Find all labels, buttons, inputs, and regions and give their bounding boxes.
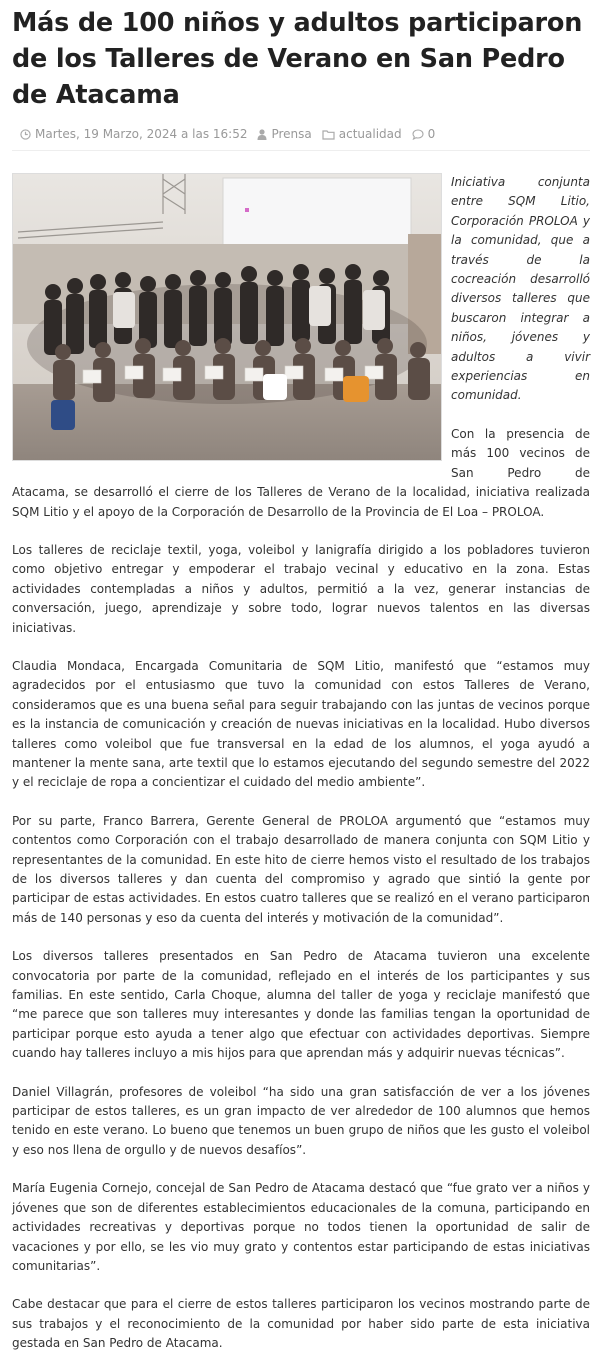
comments-meta[interactable]: [412, 127, 436, 141]
article-title: Más de 100 niños y adultos participaron de los Talleres de Verano en San Pedro de Atacama: [12, 8, 583, 110]
body-paragraph: Daniel Villagrán, profesores de voleibol “ha sido una gran satisfacción de ver a los jóvenes participar de estos talleres, es un gran impacto de ver alrededor de 100 alumnos que hemos tenido en este verano. Lo bueno que tenemos un buen grupo de niños que les gusto el voleibol y eso nos llena de orgullo y de nuevos desafíos”.: [12, 1084, 590, 1157]
category-link[interactable]: actualidad: [338, 127, 402, 141]
comment-icon: [412, 129, 424, 140]
body-paragraph: Los diversos talleres presentados en San Pedro de Atacama tuvieron una excelente convocatoria por parte de la comunidad, reflejado en el interés de los participantes y sus familias. En este sentido, Carla Choque, alumna del taller de yoga y reciclaje manifestó que “me parece que son talleres muy interesantes y donde las familias tengan la oportunidad de participar porque esto ayuda a tener algo que efectuar con actividades deportivas. Siempre cuando hay talleres incluyo a mis hijos para que aprendan más y adquirir nuevas técnicas”.: [12, 949, 590, 1061]
clock-icon: [20, 129, 31, 140]
body-paragraph: Por su parte, Franco Barrera, Gerente General de PROLOA argumentó que “estamos muy contentos como Corporación con el trabajo desarrollado de manera conjunta con SQM Litio y representantes de la comunidad. En este hito de cierre hemos visto el resultado de los trabajos de los diversos talleres y dan cuenta del compromiso y agrado que sintió la gente por participar de estas actividades. En estos cuatro talleres que se realizó en el verano participaron más de 140 personas y eso da cuenta del interés y motivación de la comunidad”.: [12, 813, 590, 925]
body-paragraph: Los talleres de reciclaje textil, yoga, voleibol y lanigrafía dirigido a los pobladores tuvieron como objetivo entregar y empoderar el trabajo vecinal y educativo en la zona. Estas actividades contempladas a niños y adultos, permitió a la vez, generar instancias de conversación, juego, aprendizaje y sobre todo, lograr nuevos talentos en las diversas iniciativas.: [12, 542, 590, 635]
body-paragraph: Con la presencia de más 100 vecinos de San Pedro de Atacama, se desarrolló el cierre de los Talleres de Verano de la localidad, iniciativa realizada SQM Litio y el apoyo de la Corporación de Desarrollo de la Provincia de El Loa – PROLOA.: [12, 426, 590, 519]
author-meta[interactable]: [257, 127, 311, 141]
article-body: [12, 173, 590, 1354]
body-paragraph: Claudia Mondaca, Encargada Comunitaria de SQM Litio, manifestó que “estamos muy agradecidos por el entusiasmo que tuvo la comunidad con estos Talleres de Verano, consideramos que es una buena señal para seguir trabajando con las juntas de vecinos porque es la instancia de comunicación y creación de nuevas iniciativas en la localidad. Hubo diversos talleres como voleibol que fue transversal en la edad de los alumnos, el yoga ayudó a mantener la mente sana, arte textil que lo estamos ejecutando del segundo semestre del 2022 y el reciclaje de ropa a concientizar el cuidado del medio ambiente”.: [12, 658, 590, 790]
body-paragraph: Cabe destacar que para el cierre de estos talleres participaron los vecinos mostrando parte de sus trabajos y el reconocimiento de la comunidad por haber sido parte de esta iniciativa gestada en San Pedro de Atacama.: [12, 1297, 590, 1351]
group-photo-image: [13, 174, 441, 460]
lead-paragraph: Iniciativa conjunta entre SQM Litio, Corporación PROLOA y la comunidad, que a través de la cocreación desarrolló diversos talleres que buscaron integrar a niños, jóvenes y adultos a vivir experiencias en comunidad.: [451, 175, 590, 403]
article-meta: [12, 127, 590, 151]
article-photo: [12, 173, 442, 461]
folder-icon: [322, 129, 335, 140]
date-meta: [20, 127, 247, 141]
category-meta[interactable]: [322, 127, 402, 141]
comment-count[interactable]: 0: [427, 127, 436, 141]
body-paragraph: María Eugenia Cornejo, concejal de San Pedro de Atacama destacó que “fue grato ver a niños y jóvenes que son de diferentes establecimientos educacionales de la comuna, participando en actividades recreativas y deportivas porque no todos tienen la oportunidad de salir de vacaciones y por ello, se les vio muy grato y contentos estar participando de estas iniciativas comunitarias”.: [12, 1181, 590, 1273]
article-date: Martes, 19 Marzo, 2024 a las 16:52: [35, 127, 248, 141]
author-link[interactable]: Prensa: [271, 127, 312, 141]
user-icon: [257, 129, 267, 140]
